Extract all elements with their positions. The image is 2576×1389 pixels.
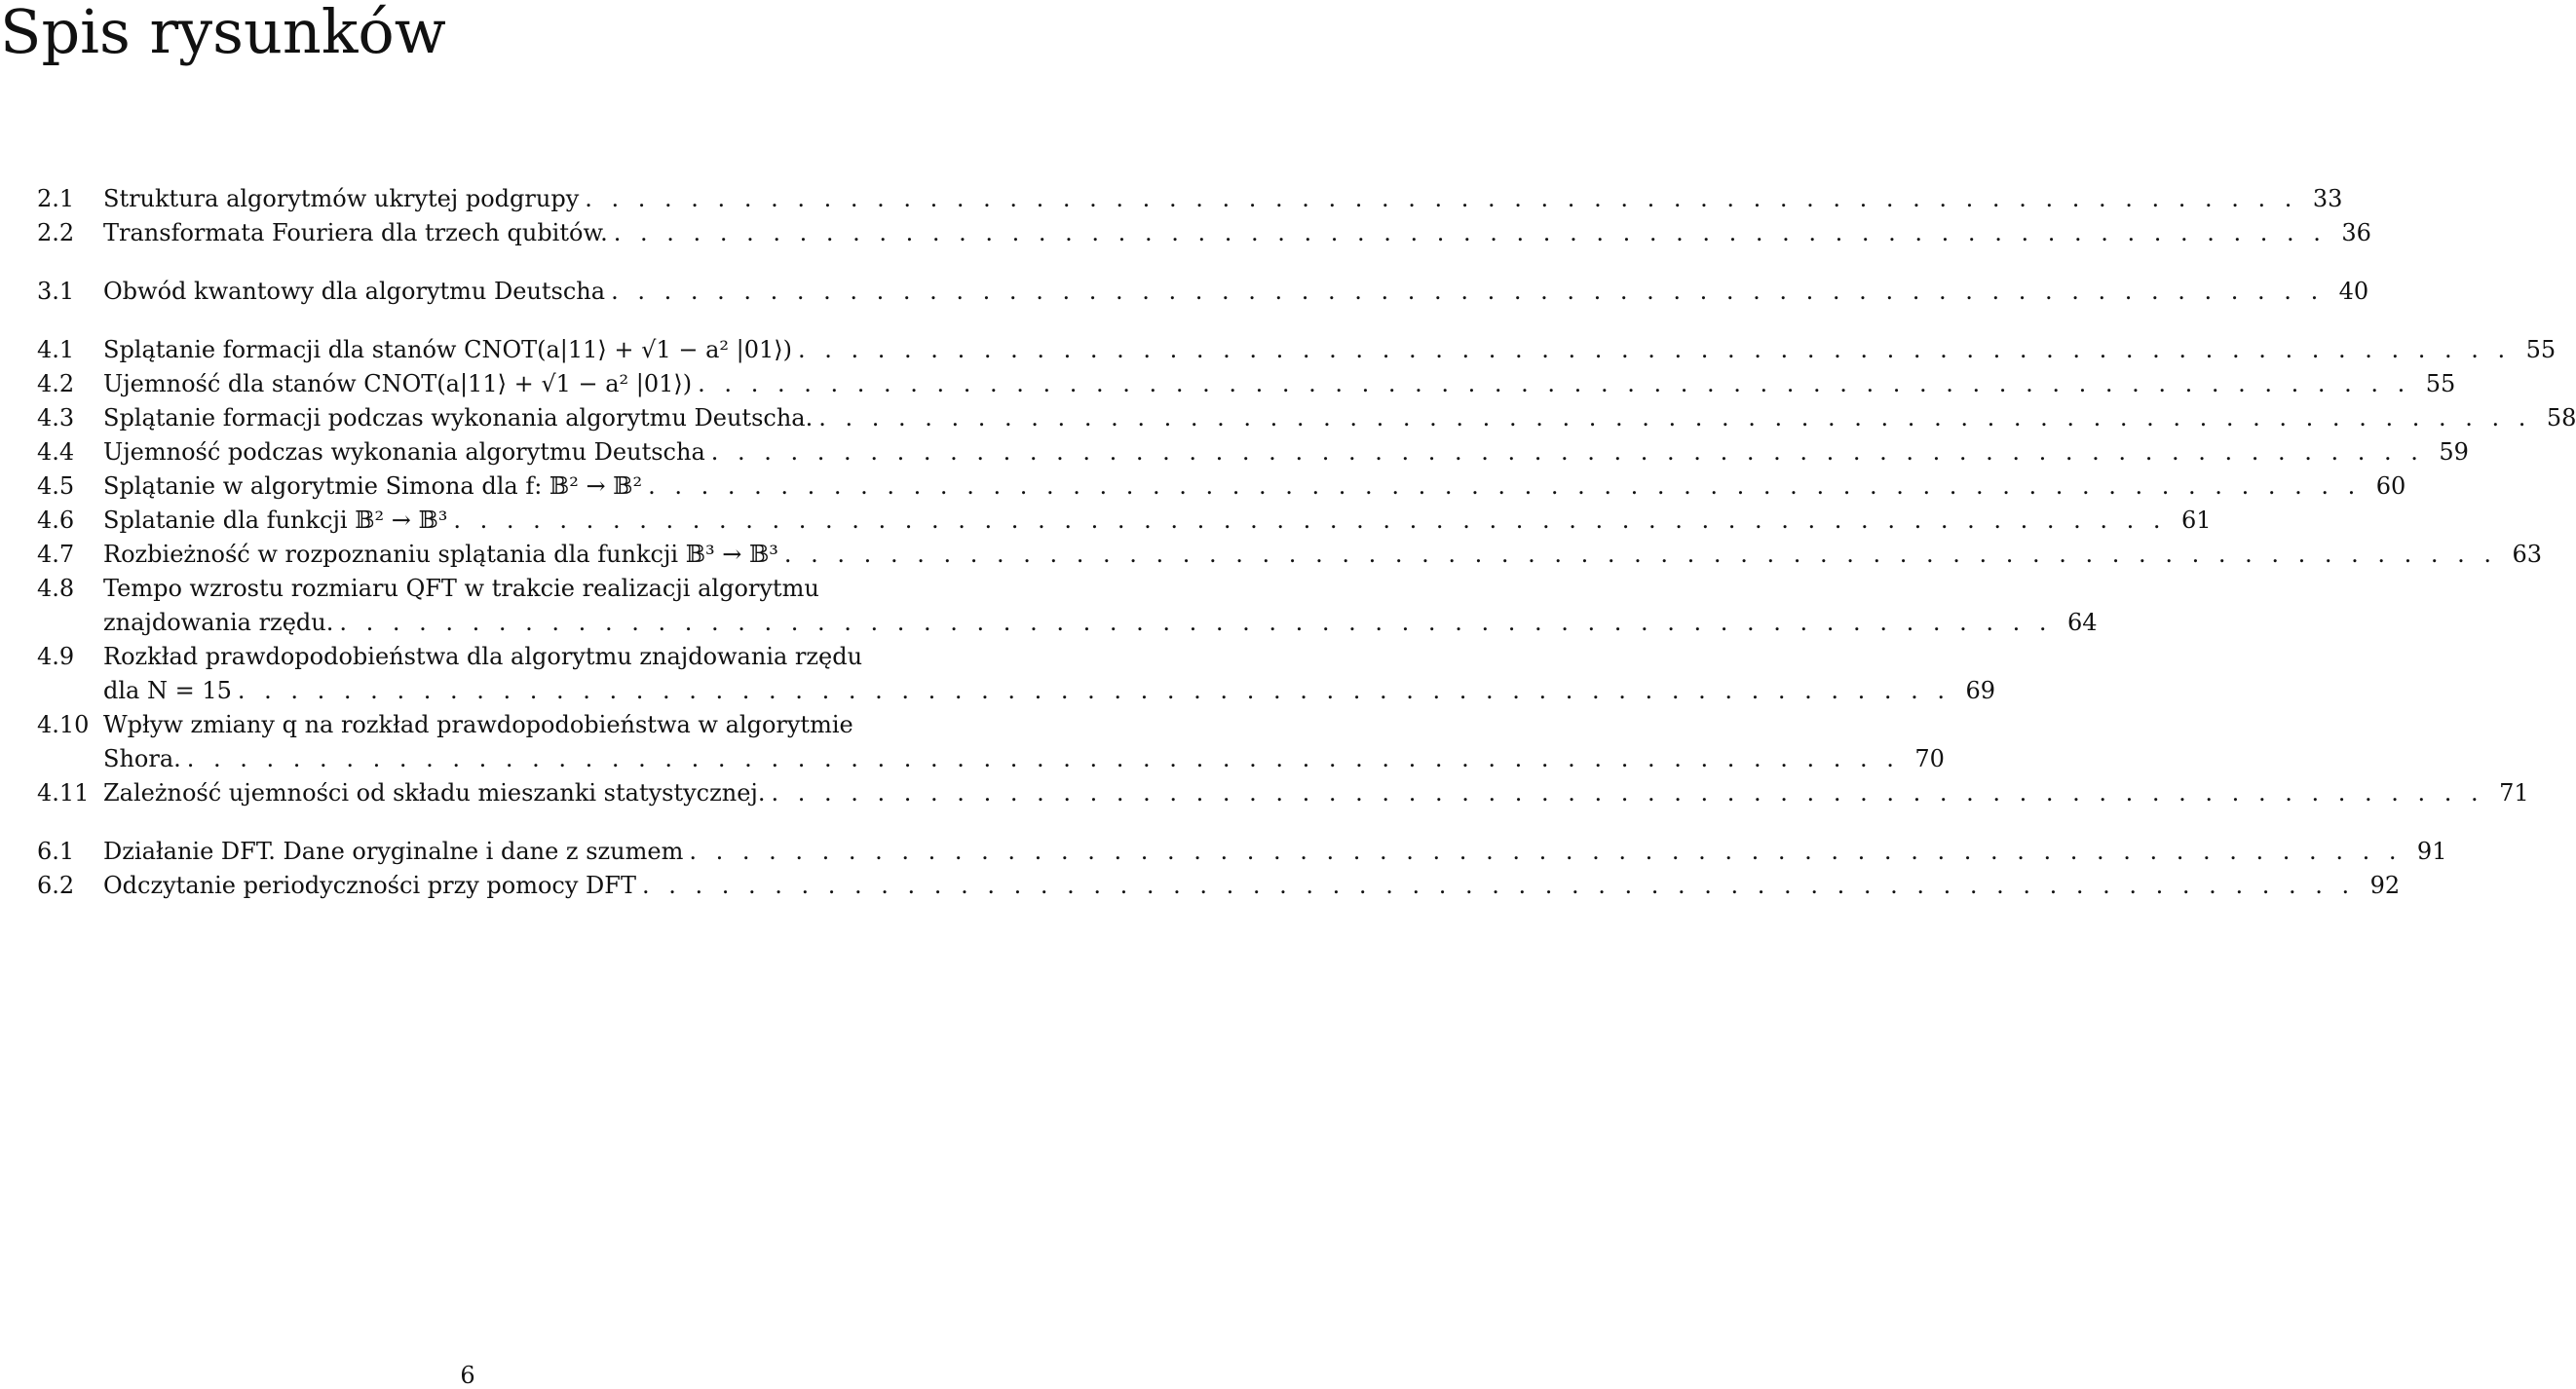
dot-leader: . . . . . . . . . . . . . . . . . . . . . . . . . . . . . . . . . . . . . . . . . . . . . . . . . . . . . . . . . . . . . . . . .	[710, 438, 2424, 466]
dot-leader: . . . . . . . . . . . . . . . . . . . . . . . . . . . . . . . . . . . . . . . . . . . . . . . . . . . . . . . . . . . . . . . . .	[771, 779, 2484, 807]
page-ref[interactable]: 64	[2066, 609, 2098, 636]
page-ref[interactable]: 59	[2439, 438, 2469, 466]
figure-caption: Działanie DFT. Dane oryginalne i dane z szumem	[103, 838, 684, 865]
dot-leader: . . . . . . . . . . . . . . . . . . . . . . . . . . . . . . . . . . . . . . . . . . . . . . . . . . . . . . . . . . . . . . . . .	[237, 677, 1951, 704]
figure-number: 4.11	[37, 779, 90, 807]
figure-caption: Shora.	[103, 745, 181, 772]
page-title: Spis rysunków	[0, 0, 446, 67]
page-ref[interactable]: 58	[2546, 404, 2576, 432]
dot-leader: . . . . . . . . . . . . . . . . . . . . . . . . . . . . . . . . . . . . . . . . . . . . . . . . . . . . . . . . . . . . . . . . .	[339, 609, 2053, 636]
figure-caption: dla N = 15	[103, 677, 232, 704]
figure-number: 4.5	[37, 472, 75, 500]
figure-caption: Ujemność dla stanów CNOT(a|11⟩ + √1 − a² |01⟩)	[103, 370, 693, 397]
page-ref[interactable]: 61	[2180, 507, 2212, 534]
page-ref[interactable]: 36	[2341, 219, 2371, 246]
figure-number: 4.8	[37, 575, 75, 602]
page-number: 6	[460, 1362, 475, 1389]
dot-leader: . . . . . . . . . . . . . . . . . . . . . . . . . . . . . . . . . . . . . . . . . . . . . . . . . . . . . . . . . . . . . . . . .	[613, 219, 2327, 246]
page-ref[interactable]: 92	[2369, 872, 2401, 899]
figure-caption: Ujemność podczas wykonania algorytmu Deutscha	[103, 438, 705, 466]
page-ref[interactable]: 71	[2499, 779, 2529, 807]
dot-leader: . . . . . . . . . . . . . . . . . . . . . . . . . . . . . . . . . . . . . . . . . . . . . . . . . . . . . . . . . . . . . . . . .	[453, 507, 2167, 534]
figure-caption: Tempo wzrostu rozmiaru QFT w trakcie realizacji algorytmu	[103, 575, 819, 602]
figure-number: 4.2	[37, 370, 75, 397]
figure-caption: Splatanie dla funkcji 𝔹² → 𝔹³	[103, 507, 448, 534]
figure-caption: Zależność ujemności od składu mieszanki statystycznej.	[103, 779, 766, 807]
figure-caption: Wpływ zmiany q na rozkład prawdopodobieństwa w algorytmie	[103, 711, 853, 738]
page-ref[interactable]: 70	[1914, 745, 1945, 772]
figure-number: 2.2	[37, 219, 75, 246]
figure-caption: Splątanie formacji dla stanów CNOT(a|11⟩ + √1 − a² |01⟩)	[103, 336, 793, 363]
figure-caption: Odczytanie periodyczności przy pomocy DFT	[103, 872, 636, 899]
page-ref[interactable]: 40	[2338, 278, 2369, 305]
dot-leader: . . . . . . . . . . . . . . . . . . . . . . . . . . . . . . . . . . . . . . . . . . . . . . . . . . . . . . . . . . . . . . . . .	[783, 541, 2498, 568]
page-ref[interactable]: 69	[1965, 677, 1996, 704]
figure-caption: Rozbieżność w rozpoznaniu splątania dla funkcji 𝔹³ → 𝔹³	[103, 541, 778, 568]
dot-leader: . . . . . . . . . . . . . . . . . . . . . . . . . . . . . . . . . . . . . . . . . . . . . . . . . . . . . . . . . . . . . . . . .	[641, 872, 2356, 899]
figure-number: 2.1	[37, 185, 75, 212]
figure-number: 4.1	[37, 336, 75, 363]
figure-number: 6.2	[37, 872, 75, 899]
figure-number: 3.1	[37, 278, 75, 305]
dot-leader: . . . . . . . . . . . . . . . . . . . . . . . . . . . . . . . . . . . . . . . . . . . . . . . . . . . . . . . . . . . . . . . . .	[585, 185, 2298, 212]
figure-caption: Obwód kwantowy dla algorytmu Deutscha	[103, 278, 606, 305]
figure-number: 4.4	[37, 438, 75, 466]
figure-number: 4.6	[37, 507, 75, 534]
figure-number: 4.10	[37, 711, 90, 738]
dot-leader: . . . . . . . . . . . . . . . . . . . . . . . . . . . . . . . . . . . . . . . . . . . . . . . . . . . . . . . . . . . . . . . . .	[611, 278, 2325, 305]
figure-caption: Transformata Fouriera dla trzech qubitów.	[103, 219, 608, 246]
figure-caption: znajdowania rzędu.	[103, 609, 334, 636]
dot-leader: . . . . . . . . . . . . . . . . . . . . . . . . . . . . . . . . . . . . . . . . . . . . . . . . . . . . . . . . . . . . . . . . .	[818, 404, 2532, 432]
page-ref[interactable]: 91	[2416, 838, 2447, 865]
dot-leader: . . . . . . . . . . . . . . . . . . . . . . . . . . . . . . . . . . . . . . . . . . . . . . . . . . . . . . . . . . . . . . . . .	[648, 472, 2362, 500]
dot-leader: . . . . . . . . . . . . . . . . . . . . . . . . . . . . . . . . . . . . . . . . . . . . . . . . . . . . . . . . . . . . . . . . .	[186, 745, 1900, 772]
figure-caption: Rozkład prawdopodobieństwa dla algorytmu znajdowania rzędu	[103, 643, 863, 670]
figure-caption: Struktura algorytmów ukrytej podgrupy	[103, 185, 580, 212]
figure-caption: Splątanie w algorytmie Simona dla f: 𝔹² → 𝔹²	[103, 472, 643, 500]
page-ref[interactable]: 63	[2512, 541, 2543, 568]
dot-leader: . . . . . . . . . . . . . . . . . . . . . . . . . . . . . . . . . . . . . . . . . . . . . . . . . . . . . . . . . . . . . . . . .	[698, 370, 2411, 397]
dot-leader: . . . . . . . . . . . . . . . . . . . . . . . . . . . . . . . . . . . . . . . . . . . . . . . . . . . . . . . . . . . . . . . . .	[798, 336, 2512, 363]
figure-number: 4.9	[37, 643, 75, 670]
figure-number: 4.3	[37, 404, 75, 432]
page-ref[interactable]: 55	[2525, 336, 2557, 363]
page-ref[interactable]: 60	[2375, 472, 2406, 500]
figure-number: 6.1	[37, 838, 75, 865]
figure-caption: Splątanie formacji podczas wykonania algorytmu Deutscha.	[103, 404, 814, 432]
figure-number: 4.7	[37, 541, 75, 568]
dot-leader: . . . . . . . . . . . . . . . . . . . . . . . . . . . . . . . . . . . . . . . . . . . . . . . . . . . . . . . . . . . . . . . . .	[689, 838, 2403, 865]
page-ref[interactable]: 33	[2312, 185, 2343, 212]
page-ref[interactable]: 55	[2425, 370, 2456, 397]
